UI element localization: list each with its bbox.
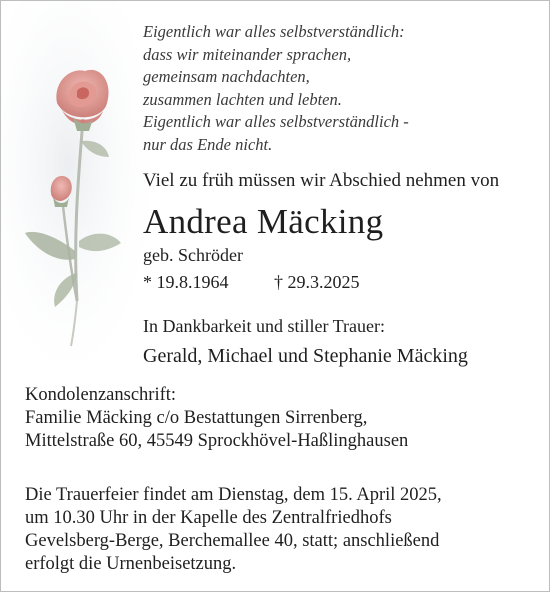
poem-line: Eigentlich war alles selbstverständlich - <box>143 112 409 132</box>
condolence-line: Familie Mäcking c/o Bestattungen Sirrenberg, <box>25 408 368 428</box>
farewell-intro: Viel zu früh müssen wir Abschied nehmen von <box>143 170 500 191</box>
condolence-address <box>25 384 408 453</box>
poem-verse <box>143 21 409 157</box>
service-line: Gevelsberg-Berge, Berchemallee 40, statt; anschließend <box>25 531 440 551</box>
maiden-name: geb. Schröder <box>143 245 243 265</box>
deceased-name: Andrea Mäcking <box>143 202 384 241</box>
service-line: um 10.30 Uhr in der Kapelle des Zentralfriedhofs <box>25 508 392 528</box>
life-dates <box>143 272 360 293</box>
death-date: † 29.3.2025 <box>274 272 360 292</box>
birth-date: * 19.8.1964 <box>143 272 229 292</box>
poem-line: dass wir miteinander sprachen, <box>143 44 352 64</box>
condolence-line: Kondolenzanschrift: <box>25 385 177 405</box>
condolence-line: Mittelstraße 60, 45549 Sprockhövel-Haßlinghausen <box>25 431 409 451</box>
poem-line: nur das Ende nicht. <box>143 134 273 154</box>
poem-line: zusammen lachten und lebten. <box>143 89 342 109</box>
mourners-names: Gerald, Michael und Stephanie Mäcking <box>143 345 468 367</box>
poem-line: Eigentlich war alles selbstverständlich: <box>143 22 405 41</box>
poem-line: gemeinsam nachdachten, <box>143 67 310 87</box>
mourners-intro: In Dankbarkeit und stiller Trauer: <box>143 316 385 336</box>
service-line: erfolgt die Urnenbeisetzung. <box>25 554 237 574</box>
service-line: Die Trauerfeier findet am Dienstag, dem 15. April 2025, <box>25 485 442 505</box>
rose-illustration <box>1 1 151 361</box>
funeral-service-info <box>25 484 442 576</box>
